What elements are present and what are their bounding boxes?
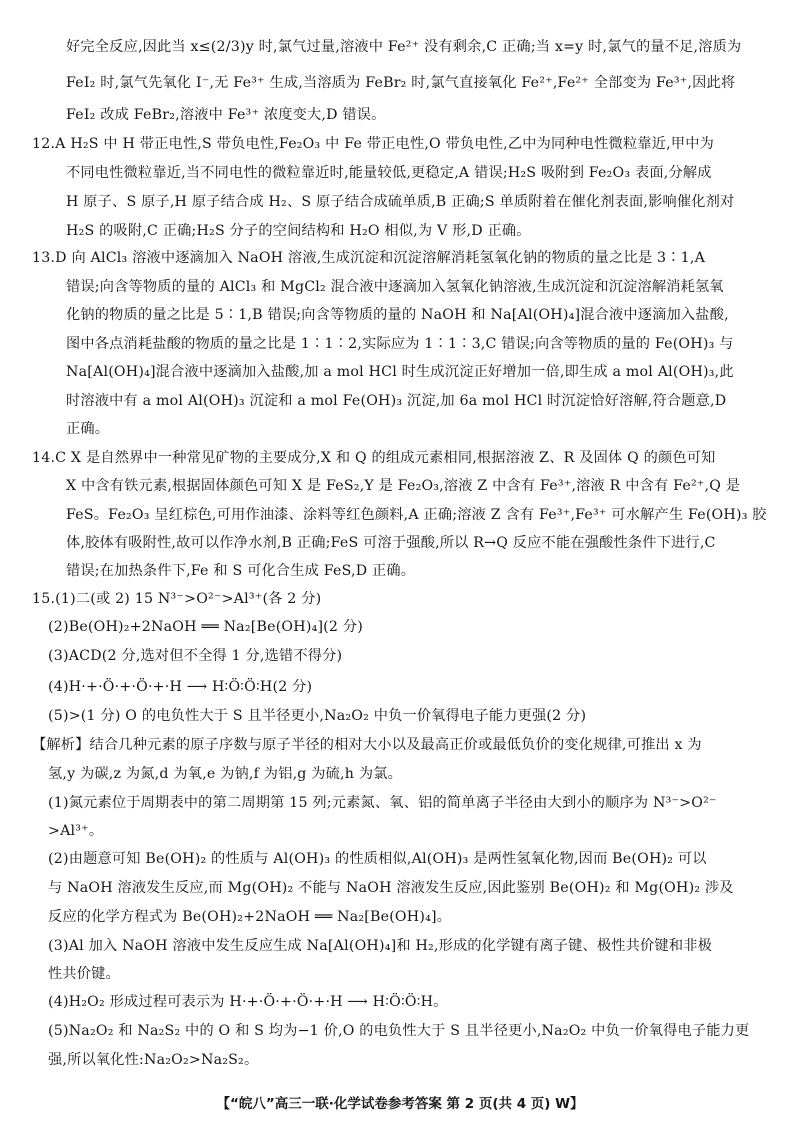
text-line-content: 体,胶体有吸附性,故可以作净水剂,B 正确;FeS 可溶于强酸,所以 R→Q 反应不能在强酸性条件下进行,C xyxy=(66,535,716,551)
text-line-content: (2)由题意可知 Be(OH)₂ 的性质与 Al(OH)₃ 的性质相似,Al(OH)₃ 是两性氢氧化物,因而 Be(OH)₂ 可以 xyxy=(48,851,707,867)
text-line-content: 图中各点消耗盐酸的物质的量之比是 1∶1∶2,实际应为 1∶1∶3,C 错误;向含等物质的量的 Fe(OH)₃ 与 xyxy=(66,336,734,352)
text-line-content: 14.C X 是自然界中一种常见矿物的主要成分,X 和 Q 的组成元素相同,根据溶液 Z、R 及固体 Q 的颜色可知 xyxy=(32,450,716,466)
text-line-content: 15.(1)二(或 2) 15 N³⁻>O²⁻>Al³⁺(各 2 分) xyxy=(32,591,322,607)
text-line-content: (5)Na₂O₂ 和 Na₂S₂ 中的 O 和 S 均为−1 价,O 的电负性大于 S 且半径更小,Na₂O₂ 中负一价氧得电子能力更 xyxy=(48,1023,750,1039)
text-line-content: >Al³⁺。 xyxy=(48,823,104,839)
text-line-content: (5)>(1 分) O 的电负性大于 S 且半径更小,Na₂O₂ 中负一价氧得电子能力更强(2 分) xyxy=(48,708,587,724)
text-line-content: FeS。Fe₂O₃ 呈红棕色,可用作油漆、涂料等红色颜料,A 正确;溶液 Z 含有 Fe³⁺,Fe³⁺ 可水解产生 Fe(OH)₃ 胶 xyxy=(66,507,767,523)
text-line-content: 正确。 xyxy=(66,421,110,437)
text-line-content: (3)ACD(2 分,选对但不全得 1 分,选错不得分) xyxy=(48,648,343,664)
text-line-content: 13.D 向 AlCl₃ 溶液中逐滴加入 NaOH 溶液,生成沉淀和沉淀溶解消耗氢氧化钠的物质的量之比是 3∶1,A xyxy=(32,250,706,266)
text-line-content: 氢,y 为碳,z 为氮,d 为氧,e 为钠,f 为铝,g 为硫,h 为氯。 xyxy=(48,766,402,782)
text-line-content: 时溶液中有 a mol Al(OH)₃ 沉淀和 a mol Fe(OH)₃ 沉淀,加 6a mol HCl 时沉淀恰好溶解,符合题意,D xyxy=(66,393,727,409)
text-line-content: 性共价键。 xyxy=(48,966,120,982)
text-line-content: FeI₂ 时,氯气先氧化 I⁻,无 Fe³⁺ 生成,当溶质为 FeBr₂ 时,氯气直接氧化 Fe²⁺,Fe²⁺ 全部变为 Fe³⁺,因此将 xyxy=(66,75,736,91)
text-line-content: 与 NaOH 溶液发生反应,而 Mg(OH)₂ 不能与 NaOH 溶液发生反应,因此鉴别 Be(OH)₂ 和 Mg(OH)₂ 涉及 xyxy=(48,880,734,896)
text-line-content: (4)H₂O₂ 形成过程可表示为 H·+·Ö·+·Ö·+·H ⟶ H∶Ö∶Ö∶H。 xyxy=(48,994,448,1010)
page-footer: 【“皖八”高三一联·化学试卷参考答案 第 2 页(共 4 页) W】 xyxy=(216,1096,584,1112)
text-line-content: 好完全反应,因此当 x≤(2/3)y 时,氯气过量,溶液中 Fe²⁺ 没有剩余,C 正确;当 x=y 时,氯气的量不足,溶质为 xyxy=(66,39,742,55)
text-line-content: Na[Al(OH)₄]混合液中逐滴加入盐酸,加 a mol HCl 时生成沉淀正好增加一倍,即生成 a mol Al(OH)₃,此 xyxy=(66,364,734,380)
text-line-content: 错误;向含等物质的量的 AlCl₃ 和 MgCl₂ 混合液中逐滴加入氢氧化钠溶液,生成沉淀和沉淀溶解消耗氢氧 xyxy=(66,279,724,295)
text-line-content: H₂S 的吸附,C 正确;H₂S 分子的空间结构和 H₂O 相似,为 V 形,D 正确。 xyxy=(66,223,531,239)
text-line-content: 【解析】结合几种元素的原子序数与原子半径的相对大小以及最高正价或最低负价的变化规律,可推出 x 为 xyxy=(32,737,702,753)
text-line-content: (1)氮元素位于周期表中的第二周期第 15 列;元素氮、氧、铝的简单离子半径由大到小的顺序为 N³⁻>O²⁻ xyxy=(48,795,717,811)
text-line-content: X 中含有铁元素,根据固体颜色可知 X 是 FeS₂,Y 是 Fe₂O₃,溶液 Z 中含有 Fe³⁺,溶液 R 中含有 Fe²⁺,Q 是 xyxy=(66,478,741,494)
text-line-content: FeI₂ 改成 FeBr₂,溶液中 Fe³⁺ 浓度变大,D 错误。 xyxy=(66,107,386,123)
text-line-content: 反应的化学方程式为 Be(OH)₂+2NaOH ══ Na₂[Be(OH)₄]。 xyxy=(48,909,452,925)
text-line-content: (2)Be(OH)₂+2NaOH ══ Na₂[Be(OH)₄](2 分) xyxy=(48,619,363,635)
text-line-content: 不同电性微粒靠近,当不同电性的微粒靠近时,能量较低,更稳定,A 错误;H₂S 吸附到 Fe₂O₃ 表面,分解成 xyxy=(66,165,712,181)
text-line-content: 强,所以氧化性:Na₂O₂>Na₂S₂。 xyxy=(48,1052,259,1068)
text-line-content: (4)H·+·Ö·+·Ö·+·H ⟶ H∶Ö∶Ö∶H(2 分) xyxy=(48,679,313,695)
text-line-content: H 原子、S 原子,H 原子结合成 H₂、S 原子结合成硫单质,B 正确;S 单质附着在催化剂表面,影响催化剂对 xyxy=(66,194,735,210)
text-line-content: (3)Al 加入 NaOH 溶液中发生反应生成 Na[Al(OH)₄]和 H₂,形成的化学键有离子键、极性共价键和非极 xyxy=(48,938,712,954)
text-line-content: 化钠的物质的量之比是 5∶1,B 错误;向含等物质的量的 NaOH 和 Na[Al(OH)₄]混合液中逐滴加入盐酸, xyxy=(66,307,729,323)
text-line-content: 12.A H₂S 中 H 带正电性,S 带负电性,Fe₂O₃ 中 Fe 带正电性,O 带负电性,乙中为同种电性微粒靠近,甲中为 xyxy=(32,136,714,152)
text-line-content: 错误;在加热条件下,Fe 和 S 可化合生成 FeS,D 正确。 xyxy=(66,563,416,579)
